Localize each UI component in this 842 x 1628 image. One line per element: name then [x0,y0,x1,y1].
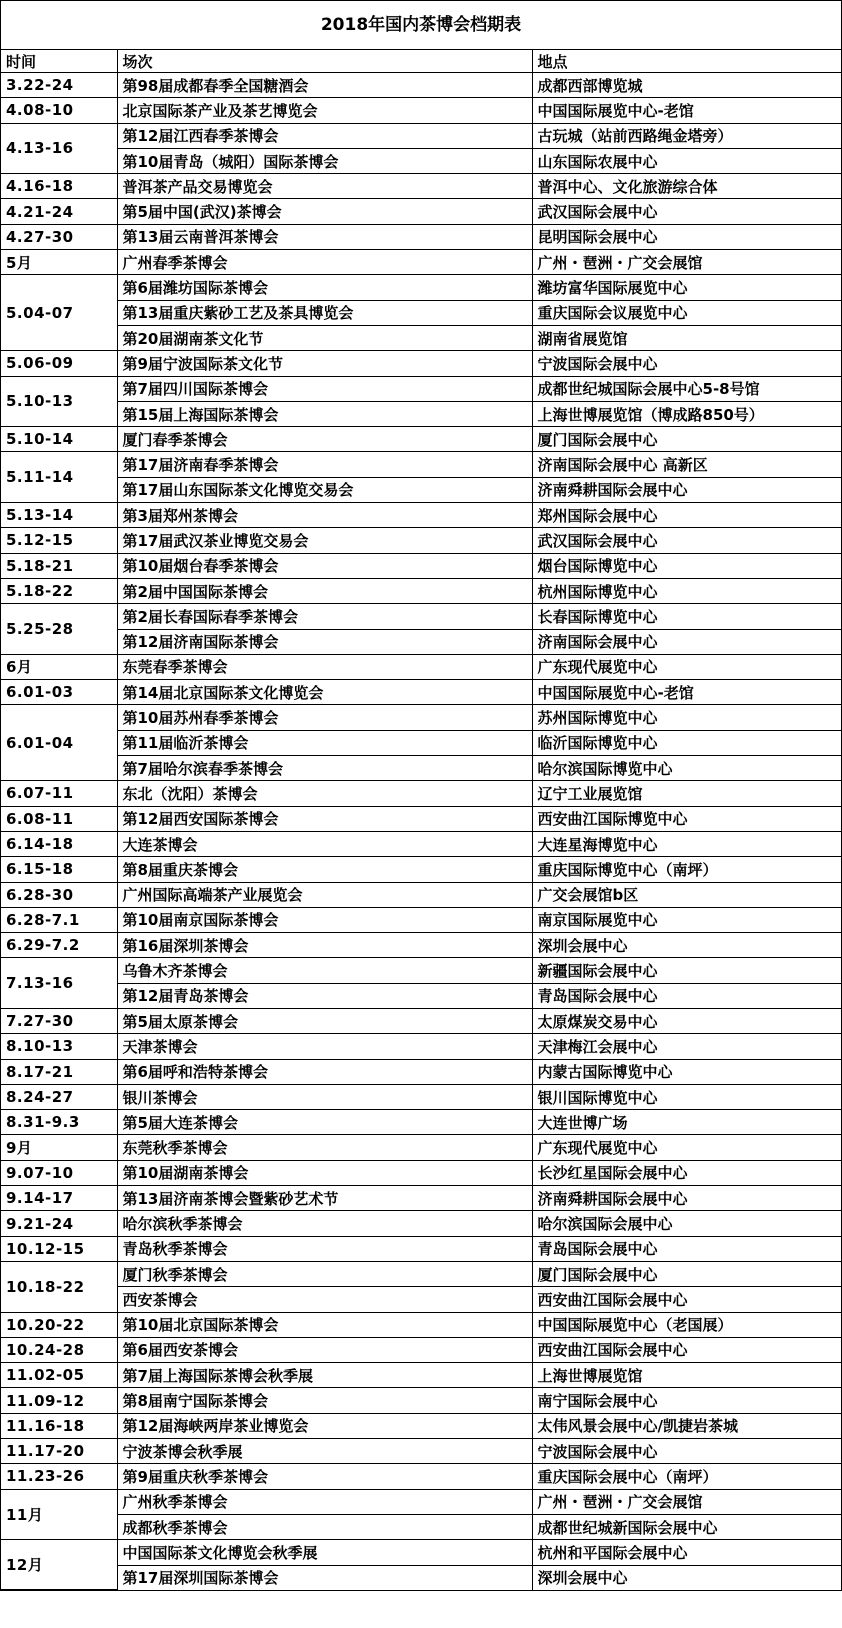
event-cell: 青岛秋季茶博会 [117,1236,532,1261]
time-cell: 5.10-14 [1,427,117,452]
event-cell: 第12届青岛茶博会 [117,983,532,1008]
table-row [1,1261,841,1286]
event-cell: 第8届重庆茶博会 [117,857,532,882]
event-cell: 第17届济南春季茶博会 [117,452,532,477]
time-cell: 7.13-16 [1,958,117,1009]
time-cell: 5.18-22 [1,578,117,603]
place-cell: 中国国际展览中心（老国展） [532,1312,841,1337]
table-row [1,1464,841,1489]
event-cell: 第13届济南茶博会暨紫砂艺术节 [117,1186,532,1211]
table-row [1,857,841,882]
table-row [1,983,841,1008]
table-row [1,756,841,781]
sheet-title: 2018年国内茶博会档期表 [1,1,841,50]
place-cell: 中国国际展览中心-老馆 [532,98,841,123]
time-cell: 6月 [1,654,117,679]
event-cell: 第12届济南国际茶博会 [117,629,532,654]
place-cell: 深圳会展中心 [532,1565,841,1590]
table-row [1,1413,841,1438]
table-row [1,1236,841,1261]
time-cell: 11.17-20 [1,1439,117,1464]
time-cell: 5.04-07 [1,275,117,351]
table-row [1,730,841,755]
time-cell: 5.18-21 [1,553,117,578]
event-cell: 第13届云南普洱茶博会 [117,224,532,249]
event-cell: 普洱茶产品交易博览会 [117,174,532,199]
place-cell: 银川国际博览中心 [532,1084,841,1109]
event-cell: 广州春季茶博会 [117,250,532,275]
place-cell: 厦门国际会展中心 [532,1261,841,1286]
place-cell: 新疆国际会展中心 [532,958,841,983]
event-cell: 第98届成都春季全国糖酒会 [117,73,532,98]
event-cell: 东莞秋季茶博会 [117,1135,532,1160]
event-cell: 第10届湖南茶博会 [117,1160,532,1185]
place-cell: 山东国际农展中心 [532,148,841,173]
place-cell: 西安曲江国际博览中心 [532,806,841,831]
event-cell: 西安茶博会 [117,1287,532,1312]
time-cell: 8.31-9.3 [1,1110,117,1135]
table-row [1,477,841,502]
table-row [1,1287,841,1312]
table-row [1,1008,841,1033]
place-cell: 广州・琶洲・广交会展馆 [532,1489,841,1514]
time-cell: 10.24-28 [1,1337,117,1362]
time-cell: 11.02-05 [1,1363,117,1388]
place-cell: 长沙红星国际会展中心 [532,1160,841,1185]
place-cell: 哈尔滨国际博览中心 [532,756,841,781]
place-cell: 重庆国际会议展览中心 [532,300,841,325]
place-cell: 成都世纪城新国际会展中心 [532,1514,841,1539]
event-cell: 厦门春季茶博会 [117,427,532,452]
time-cell: 4.08-10 [1,98,117,123]
schedule-table [1,50,841,1590]
place-cell: 济南国际会展中心 [532,629,841,654]
place-cell: 西安曲江国际会展中心 [532,1337,841,1362]
place-cell: 普洱中心、文化旅游综合体 [532,174,841,199]
header-time: 时间 [1,50,117,73]
event-cell: 第2届长春国际春季茶博会 [117,604,532,629]
table-row [1,806,841,831]
place-cell: 湖南省展览馆 [532,325,841,350]
place-cell: 济南舜耕国际会展中心 [532,1186,841,1211]
table-row [1,199,841,224]
place-cell: 武汉国际会展中心 [532,528,841,553]
table-row [1,1059,841,1084]
time-cell: 9.21-24 [1,1211,117,1236]
time-cell: 5.06-09 [1,351,117,376]
event-cell: 第12届江西春季茶博会 [117,123,532,148]
place-cell: 厦门国际会展中心 [532,427,841,452]
table-row [1,1135,841,1160]
place-cell: 大连星海博览中心 [532,831,841,856]
event-cell: 第17届武汉茶业博览交易会 [117,528,532,553]
table-row [1,1337,841,1362]
place-cell: 潍坊富华国际展览中心 [532,275,841,300]
event-cell: 天津茶博会 [117,1034,532,1059]
event-cell: 东北（沈阳）茶博会 [117,781,532,806]
place-cell: 深圳会展中心 [532,933,841,958]
time-cell: 4.13-16 [1,123,117,174]
event-cell: 第2届中国国际茶博会 [117,578,532,603]
event-cell: 第6届呼和浩特茶博会 [117,1059,532,1084]
time-cell: 9月 [1,1135,117,1160]
place-cell: 武汉国际会展中心 [532,199,841,224]
place-cell: 内蒙古国际博览中心 [532,1059,841,1084]
place-cell: 成都世纪城国际会展中心5-8号馆 [532,376,841,401]
place-cell: 杭州国际博览中心 [532,578,841,603]
time-cell: 4.21-24 [1,199,117,224]
table-row [1,1084,841,1109]
place-cell: 古玩城（站前西路绳金塔旁） [532,123,841,148]
table-row [1,224,841,249]
event-cell: 第3届郑州茶博会 [117,503,532,528]
table-row [1,528,841,553]
time-cell: 10.20-22 [1,1312,117,1337]
time-cell: 5.11-14 [1,452,117,503]
event-cell: 第7届哈尔滨春季茶博会 [117,756,532,781]
place-cell: 宁波国际会展中心 [532,1439,841,1464]
time-cell: 6.15-18 [1,857,117,882]
event-cell: 乌鲁木齐茶博会 [117,958,532,983]
place-cell: 长春国际博览中心 [532,604,841,629]
time-cell: 3.22-24 [1,73,117,98]
table-row [1,1439,841,1464]
place-cell: 广东现代展览中心 [532,654,841,679]
table-row [1,705,841,730]
table-row [1,578,841,603]
table-row [1,174,841,199]
event-cell: 第9届重庆秋季茶博会 [117,1464,532,1489]
table-row [1,654,841,679]
table-row [1,1312,841,1337]
event-cell: 第10届烟台春季茶博会 [117,553,532,578]
event-cell: 东莞春季茶博会 [117,654,532,679]
time-cell: 8.24-27 [1,1084,117,1109]
table-row [1,958,841,983]
time-cell: 10.12-15 [1,1236,117,1261]
place-cell: 宁波国际会展中心 [532,351,841,376]
event-cell: 大连茶博会 [117,831,532,856]
schedule-body [1,73,841,1590]
table-row [1,1211,841,1236]
place-cell: 太原煤炭交易中心 [532,1008,841,1033]
table-row [1,452,841,477]
time-cell: 7.27-30 [1,1008,117,1033]
place-cell: 郑州国际会展中心 [532,503,841,528]
event-cell: 第6届潍坊国际茶博会 [117,275,532,300]
place-cell: 哈尔滨国际会展中心 [532,1211,841,1236]
time-cell: 9.14-17 [1,1186,117,1211]
place-cell: 青岛国际会展中心 [532,983,841,1008]
place-cell: 昆明国际会展中心 [532,224,841,249]
event-cell: 第7届四川国际茶博会 [117,376,532,401]
table-row [1,1388,841,1413]
table-row [1,1034,841,1059]
event-cell: 第17届深圳国际茶博会 [117,1565,532,1590]
place-cell: 广交会展馆b区 [532,882,841,907]
time-cell: 6.28-30 [1,882,117,907]
table-row [1,1110,841,1135]
event-cell: 广州秋季茶博会 [117,1489,532,1514]
time-cell: 9.07-10 [1,1160,117,1185]
table-row [1,680,841,705]
time-cell: 5.13-14 [1,503,117,528]
time-cell: 6.08-11 [1,806,117,831]
event-cell: 北京国际茶产业及茶艺博览会 [117,98,532,123]
table-row [1,1565,841,1590]
time-cell: 12月 [1,1540,117,1590]
event-cell: 厦门秋季茶博会 [117,1261,532,1286]
table-row [1,1514,841,1539]
place-cell: 重庆国际博览中心（南坪） [532,857,841,882]
time-cell: 4.16-18 [1,174,117,199]
time-cell: 10.18-22 [1,1261,117,1312]
event-cell: 第20届湖南茶文化节 [117,325,532,350]
time-cell: 11.16-18 [1,1413,117,1438]
event-cell: 第8届南宁国际茶博会 [117,1388,532,1413]
table-row [1,907,841,932]
event-cell: 第12届西安国际茶博会 [117,806,532,831]
table-row [1,1363,841,1388]
place-cell: 济南国际会展中心 高新区 [532,452,841,477]
event-cell: 第15届上海国际茶博会 [117,401,532,426]
event-cell: 第13届重庆紫砂工艺及茶具博览会 [117,300,532,325]
table-row [1,275,841,300]
table-row [1,604,841,629]
place-cell: 南宁国际会展中心 [532,1388,841,1413]
place-cell: 成都西部博览城 [532,73,841,98]
header-row [1,50,841,73]
event-cell: 第10届苏州春季茶博会 [117,705,532,730]
table-row [1,148,841,173]
table-row [1,123,841,148]
event-cell: 第5届中国(武汉)茶博会 [117,199,532,224]
table-row [1,1160,841,1185]
table-row [1,300,841,325]
header-event: 场次 [117,50,532,73]
table-row [1,781,841,806]
time-cell: 6.07-11 [1,781,117,806]
table-row [1,1489,841,1514]
header-place: 地点 [532,50,841,73]
table-row [1,401,841,426]
place-cell: 杭州和平国际会展中心 [532,1540,841,1565]
time-cell: 5.10-13 [1,376,117,427]
place-cell: 青岛国际会展中心 [532,1236,841,1261]
time-cell: 11.23-26 [1,1464,117,1489]
event-cell: 中国国际茶文化博览会秋季展 [117,1540,532,1565]
table-row [1,933,841,958]
table-row [1,325,841,350]
place-cell: 烟台国际博览中心 [532,553,841,578]
event-cell: 第12届海峡两岸茶业博览会 [117,1413,532,1438]
event-cell: 第16届深圳茶博会 [117,933,532,958]
time-cell: 6.01-04 [1,705,117,781]
time-cell: 4.27-30 [1,224,117,249]
event-cell: 银川茶博会 [117,1084,532,1109]
time-cell: 8.17-21 [1,1059,117,1084]
time-cell: 5月 [1,250,117,275]
time-cell: 5.12-15 [1,528,117,553]
event-cell: 第10届南京国际茶博会 [117,907,532,932]
place-cell: 大连世博广场 [532,1110,841,1135]
event-cell: 第5届太原茶博会 [117,1008,532,1033]
table-row [1,1540,841,1565]
place-cell: 济南舜耕国际会展中心 [532,477,841,502]
place-cell: 苏州国际博览中心 [532,705,841,730]
place-cell: 广东现代展览中心 [532,1135,841,1160]
place-cell: 上海世博展览馆 [532,1363,841,1388]
time-cell: 6.28-7.1 [1,907,117,932]
place-cell: 西安曲江国际会展中心 [532,1287,841,1312]
table-row [1,73,841,98]
table-row [1,427,841,452]
event-cell: 成都秋季茶博会 [117,1514,532,1539]
event-cell: 第9届宁波国际茶文化节 [117,351,532,376]
table-row [1,250,841,275]
place-cell: 重庆国际会展中心（南坪） [532,1464,841,1489]
time-cell: 5.25-28 [1,604,117,655]
table-row [1,98,841,123]
table-row [1,351,841,376]
event-cell: 宁波茶博会秋季展 [117,1439,532,1464]
table-row [1,553,841,578]
event-cell: 广州国际高端茶产业展览会 [117,882,532,907]
event-cell: 第10届青岛（城阳）国际茶博会 [117,148,532,173]
time-cell: 6.01-03 [1,680,117,705]
table-row [1,503,841,528]
time-cell: 11.09-12 [1,1388,117,1413]
time-cell: 11月 [1,1489,117,1540]
time-cell: 6.29-7.2 [1,933,117,958]
place-cell: 中国国际展览中心-老馆 [532,680,841,705]
event-cell: 第17届山东国际茶文化博览交易会 [117,477,532,502]
event-cell: 第14届北京国际茶文化博览会 [117,680,532,705]
event-cell: 第10届北京国际茶博会 [117,1312,532,1337]
event-cell: 哈尔滨秋季茶博会 [117,1211,532,1236]
table-row [1,376,841,401]
place-cell: 广州・琶洲・广交会展馆 [532,250,841,275]
place-cell: 天津梅江会展中心 [532,1034,841,1059]
place-cell: 南京国际展览中心 [532,907,841,932]
table-row [1,831,841,856]
time-cell: 8.10-13 [1,1034,117,1059]
place-cell: 辽宁工业展览馆 [532,781,841,806]
table-row [1,629,841,654]
event-cell: 第7届上海国际茶博会秋季展 [117,1363,532,1388]
time-cell: 6.14-18 [1,831,117,856]
event-cell: 第5届大连茶博会 [117,1110,532,1135]
event-cell: 第6届西安茶博会 [117,1337,532,1362]
table-row [1,1186,841,1211]
place-cell: 上海世博展览馆（博成路850号） [532,401,841,426]
event-cell: 第11届临沂茶博会 [117,730,532,755]
place-cell: 太伟风景会展中心/凯捷岩茶城 [532,1413,841,1438]
place-cell: 临沂国际博览中心 [532,730,841,755]
table-row [1,882,841,907]
